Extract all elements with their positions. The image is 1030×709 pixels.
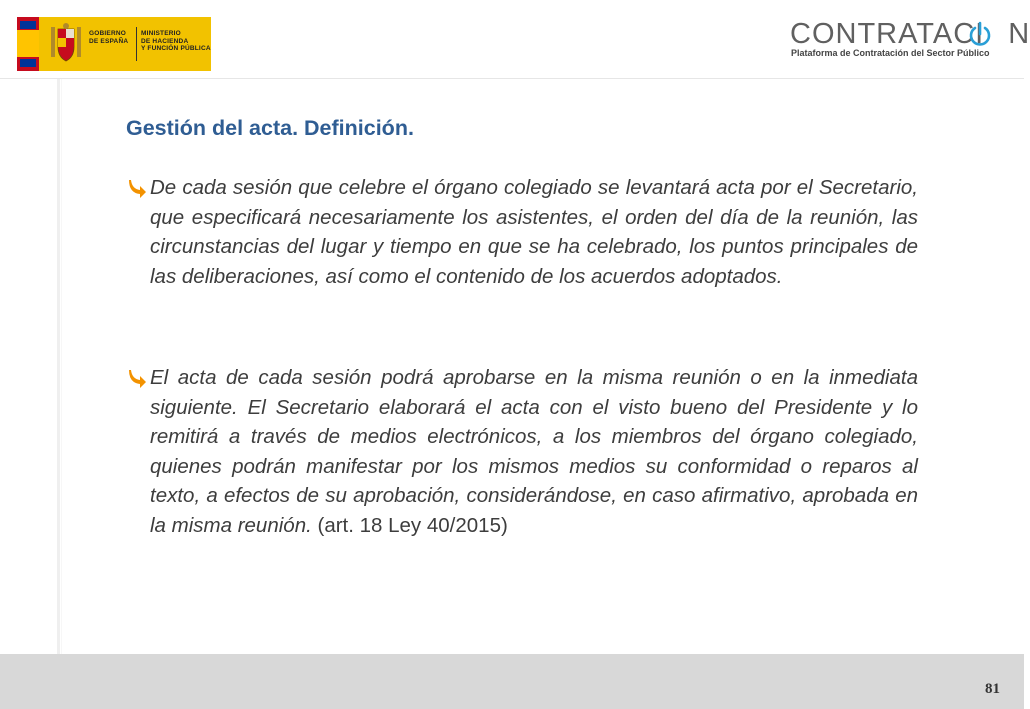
brand-wordmark: CONTRATACI N [790,18,1030,50]
slide-footer [0,654,1024,709]
slide-header [0,0,1030,80]
power-icon [968,21,992,47]
orange-curved-arrow-icon [128,368,148,386]
ministry-text: MINISTERIO DE HACIENDA Y FUNCIÓN PÚBLICA [141,30,211,52]
brand-subtitle: Plataforma de Contratación del Sector Público [791,48,990,58]
contratacion-logo [790,18,1030,66]
orange-curved-arrow-icon [128,178,148,196]
coat-of-arms-icon [47,23,85,65]
bullet-item [128,363,918,541]
bullet-text: El acta de cada sesión podrá aprobarse en la misma reunión o en la inmediata siguiente. El Secretario elaborará el acta con el visto bueno del Presidente y lo remitirá a través de medios electrónicos, a los miembros del órgano colegiado, quienes podrán manifestar por los mismos medios su conformidad o reparos al texto, a efectos de su aprobación, considerándose, en caso afirmativo, aprobada en la misma reunión. (art. 18 Ley 40/2015) [150,366,918,537]
page-number: 81 [985,681,1000,697]
gobierno-text: GOBIERNO DE ESPAÑA [89,30,129,45]
slide-title: Gestión del acta. Definición. [126,116,414,140]
bullet-item [128,173,918,291]
bullet-text: De cada sesión que celebre el órgano colegiado se levantará acta por el Secretario, que especificará necesariamente los asistentes, el orden del día de la reunión, las circunstancias del lugar y tiempo en que se ha celebrado, los puntos principales de las deliberaciones, así como el contenido de los acuerdos adoptados. [150,176,918,288]
left-margin-rule [57,79,60,654]
flag-strip [17,17,39,71]
gobierno-de-espana-logo [17,17,211,71]
legal-citation: (art. 18 Ley 40/2015) [311,513,508,537]
